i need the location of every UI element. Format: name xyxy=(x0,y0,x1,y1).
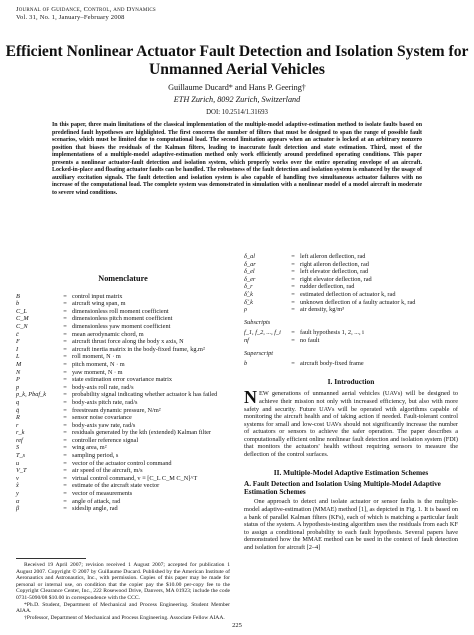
nomenclature-entry xyxy=(244,299,458,307)
nomenclature-definition: sampling period, s xyxy=(72,452,119,460)
nomenclature-symbol: δ_al xyxy=(244,253,255,260)
nomenclature-entry xyxy=(244,283,458,291)
nomenclature-definition: probability signal indicating whether actuator k has failed xyxy=(72,391,218,399)
nomenclature-symbol: p_k, Pbaf_k xyxy=(16,391,47,399)
equals-sign: = xyxy=(63,474,67,482)
nomenclature-definition: fault hypothesis 1, 2, ..., i xyxy=(300,329,364,337)
nomenclature-entry xyxy=(244,306,458,314)
nomenclature-symbol: nf xyxy=(244,336,249,344)
equals-sign: = xyxy=(63,376,67,384)
nomenclature-symbol: S xyxy=(16,444,20,452)
nomenclature-definition: freestream dynamic pressure, N/m² xyxy=(72,406,161,414)
nomenclature-entry xyxy=(16,467,230,475)
nomenclature-definition: vector of the actuator control command xyxy=(72,459,172,467)
nomenclature-symbol: p xyxy=(16,383,20,391)
nomenclature-symbol: P xyxy=(16,376,20,384)
nomenclature-entry xyxy=(244,261,458,269)
nomenclature-entry xyxy=(16,323,230,331)
equals-sign: = xyxy=(291,268,295,276)
equals-sign: = xyxy=(63,300,67,308)
equals-sign: = xyxy=(63,338,67,346)
equals-sign: = xyxy=(63,330,67,338)
nomenclature-definition: body-axis yaw rate, rad/s xyxy=(72,421,136,429)
nomenclature-definition: left elevator deflection, rad xyxy=(300,268,369,276)
nomenclature-symbol: f_1, f_2, ..., f_i xyxy=(244,329,281,337)
nomenclature-definition: residuals generated by the kth (extended) Kalman filter xyxy=(72,429,212,437)
nomenclature-symbol: I xyxy=(16,345,19,353)
equals-sign: = xyxy=(63,429,67,437)
nomenclature-definition: estimate of the aircraft state vector xyxy=(72,482,160,490)
nomenclature-definition: aircraft body-fixed frame xyxy=(300,360,364,368)
footnote-rule xyxy=(16,558,86,559)
equals-sign: = xyxy=(63,322,67,330)
nomenclature-definition: angle of attack, rad xyxy=(72,497,121,505)
equals-sign: = xyxy=(63,292,67,300)
nomenclature-heading: Nomenclature xyxy=(98,274,148,283)
nomenclature-entry xyxy=(16,490,230,498)
footnote-received: Received 19 April 2007; revision received 1 August 2007; accepted for publication 1 August 2007. Copyright © 2007 by Guillaume Ducard. Published by the American Institute of Aeronautics and Astronautics, Inc., with permission. Copies of this paper may be made for personal or internal use, on condition that the copier pay the $10.00 per-copy fee to the Copyright Clearance Center, Inc., 222 Rosewood Drive, Danvers, MA 01923; include the code 0731-5090/08 $10.00 in correspondence with the CCC. xyxy=(16,562,230,601)
equals-sign: = xyxy=(63,467,67,475)
introduction-heading: I. Introduction xyxy=(327,376,375,386)
nomenclature-symbol: T_s xyxy=(16,452,26,460)
nomenclature-symbol: v xyxy=(16,474,19,482)
right-column xyxy=(244,253,458,552)
nomenclature-list-continued xyxy=(244,253,458,314)
nomenclature-entry xyxy=(16,437,230,445)
nomenclature-symbol: V_T xyxy=(16,467,27,475)
nomenclature-entry xyxy=(16,315,230,323)
nomenclature-symbol: r_k xyxy=(16,429,25,437)
equals-sign: = xyxy=(63,459,67,467)
nomenclature-symbol: δ_el xyxy=(244,268,255,276)
equals-sign: = xyxy=(63,315,67,323)
introduction-paragraph xyxy=(244,387,458,459)
nomenclature-symbol: L xyxy=(16,353,20,361)
nomenclature-symbol: δ_r xyxy=(244,283,253,291)
equals-sign: = xyxy=(63,345,67,353)
nomenclature-definition: left aileron deflection, rad xyxy=(300,253,366,260)
nomenclature-symbol: b xyxy=(244,360,248,368)
nomenclature-definition: right aileron deflection, rad xyxy=(300,260,369,268)
equals-sign: = xyxy=(291,260,295,268)
nomenclature-symbol: M xyxy=(16,360,22,368)
nomenclature-definition: sideslip angle, rad xyxy=(72,505,118,513)
nomenclature-symbol: B xyxy=(16,292,20,300)
nomenclature-entry xyxy=(244,253,458,261)
equals-sign: = xyxy=(63,505,67,513)
nomenclature-symbol: β xyxy=(16,505,20,513)
nomenclature-entry xyxy=(244,268,458,276)
nomenclature-definition: control input matrix xyxy=(72,292,123,300)
nomenclature-definition: unknown deflection of a faulty actuator k, rad xyxy=(300,298,416,306)
nomenclature-definition: aircraft thrust force along the body x axis, N xyxy=(72,338,184,346)
nomenclature-definition: body-axis pitch rate, rad/s xyxy=(72,398,138,406)
journal-name: Journal of Guidance, Control, and Dynamics xyxy=(16,6,156,13)
equals-sign: = xyxy=(291,298,295,306)
nomenclature-definition: roll moment, N · m xyxy=(72,353,121,361)
left-column xyxy=(16,253,230,513)
nomenclature-symbol: N xyxy=(16,368,21,376)
nomenclature-symbol: C_L xyxy=(16,307,27,315)
subscripts-list xyxy=(244,329,458,344)
nomenclature-entry xyxy=(16,391,230,399)
equals-sign: = xyxy=(291,329,295,337)
nomenclature-definition: virtual control command, v ≡ [C_L C_M C_N]^T xyxy=(72,474,198,482)
equals-sign: = xyxy=(63,436,67,444)
equals-sign: = xyxy=(63,383,67,391)
equals-sign: = xyxy=(63,490,67,498)
equals-sign: = xyxy=(63,307,67,315)
paper-affiliation: ETH Zurich, 8092 Zurich, Switzerland xyxy=(173,95,301,104)
nomenclature-entry xyxy=(16,399,230,407)
nomenclature-entry xyxy=(244,360,458,368)
nomenclature-definition: rudder deflection, rad xyxy=(300,283,355,291)
equals-sign: = xyxy=(291,290,295,298)
nomenclature-symbol: δ̃_k xyxy=(244,298,253,306)
drop-cap: N xyxy=(244,387,257,408)
nomenclature-entry xyxy=(16,475,230,483)
equals-sign: = xyxy=(63,391,67,399)
nomenclature-entry xyxy=(16,361,230,369)
nomenclature-symbol: C_N xyxy=(16,322,28,330)
nomenclature-symbol: ρ xyxy=(244,306,248,314)
nomenclature-entry xyxy=(16,414,230,422)
nomenclature-definition: air density, kg/m³ xyxy=(300,306,344,314)
nomenclature-entry xyxy=(16,346,230,354)
nomenclature-entry xyxy=(16,407,230,415)
equals-sign: = xyxy=(63,398,67,406)
nomenclature-entry xyxy=(244,329,458,337)
nomenclature-definition: dimensionless roll moment coefficient xyxy=(72,307,169,315)
paper-title: Efficient Nonlinear Actuator Fault Detection and Isolation System for Unmanned Aerial Vehicles xyxy=(5,43,469,78)
paper-doi: DOI: 10.2514/1.31693 xyxy=(206,109,268,116)
section2-subheading: A. Fault Detection and Isolation Using Multiple-Model Adaptive Estimation Schemes xyxy=(244,480,441,496)
nomenclature-entry xyxy=(16,353,230,361)
equals-sign: = xyxy=(63,421,67,429)
nomenclature-symbol: δ_ar xyxy=(244,260,256,268)
nomenclature-symbol: δ_er xyxy=(244,275,256,283)
nomenclature-entry xyxy=(16,300,230,308)
nomenclature-symbol: ref xyxy=(16,436,23,444)
abstract-text: In this paper, three main limitations of the classical implementation of the multiple-model adaptive-estimation method to isolate faults based on predefined fault hypotheses are highlighted. The first concerns the number of filters that must be designed to span the range of possible fault scenarios, which must be limited due to computational load. The second limitation appears when an actuator is locked at an arbitrary nonzero position that biases the residuals of the Kalman filters, leading to inaccurate fault detection and state estimation. Third, most of the implementations of a multiple-model adaptive-estimation method only work efficiently around predefined operating conditions. This paper presents a nonlinear actuator-fault detection and isolation system, which properly works over the entire operating envelope of an aircraft. Locked-in-place and floating actuator faults can be handled. The robustness of the fault detection and isolation system is enhanced by the usage of auxiliary excitation signals. The fault detection and isolation system is also capable of handling two simultaneous actuator failures with no increase of the computational load. The complete system was demonstrated in simulation with a nonlinear model of a model aircraft in moderate to severe wind conditions. xyxy=(52,122,422,196)
nomenclature-symbol: q̄ xyxy=(16,406,20,414)
subscripts-heading: Subscripts xyxy=(244,318,271,326)
equals-sign: = xyxy=(291,275,295,283)
nomenclature-definition: mean aerodynamic chord, m xyxy=(72,330,144,338)
nomenclature-symbol: x̂ xyxy=(16,482,19,490)
footnote-author2: †Professor, Department of Mechanical and Process Engineering. Associate Fellow AIAA. xyxy=(24,614,225,621)
nomenclature-entry xyxy=(16,429,230,437)
nomenclature-definition: pitch moment, N · m xyxy=(72,360,125,368)
nomenclature-definition: body-axis roll rate, rad/s xyxy=(72,383,134,391)
introduction-text: EW generations of unmanned aerial vehicles (UAVs) will be designed to achieve their mission not only with increased efficiency, but also with more safety and security. Future UAVs will be operated with algorithms capable of monitoring the aircraft health and of taking action if needed. Fault-tolerant control systems for small and low-cost UAVs should not significantly increase the number of actuators or sensors to achieve the safer operation. The paper describes a computationally efficient online nonlinear fault detection and isolation system (FDI) that monitors the actuators' health without requiring sensors to measure the deflection of the control surfaces. xyxy=(244,390,458,459)
nomenclature-symbol: u xyxy=(16,459,20,467)
equals-sign: = xyxy=(291,360,295,368)
nomenclature-entry xyxy=(16,338,230,346)
section2-paragraph: One approach to detect and isolate actuator or sensor faults is the multiple-model adaptive-estimation (MMAE) method [1], as depicted in Fig. 1. It is based on a bank of parallel Kalman filters (KFs), each of which is matching a particular fault status of the system. A hypothesis-testing algorithm uses the residuals from each KF to assign a conditional probability to each fault hypothesis. Several papers have demonstrated how the MMAE method can be used in the context of fault detection and isolation for aircraft [2–4] xyxy=(244,498,458,551)
nomenclature-entry xyxy=(244,337,458,345)
nomenclature-definition: aircraft inertia matrix in the body-fixed frame, kg.m² xyxy=(72,345,205,353)
equals-sign: = xyxy=(291,336,295,344)
nomenclature-symbol: C_M xyxy=(16,315,29,323)
nomenclature-symbol: y xyxy=(16,490,19,498)
paper-authors: Guillaume Ducard* and Hans P. Geering† xyxy=(168,83,306,92)
equals-sign: = xyxy=(291,306,295,314)
nomenclature-definition: no fault xyxy=(300,336,320,344)
nomenclature-entry xyxy=(244,276,458,284)
superscripts-list xyxy=(244,360,458,368)
nomenclature-entry xyxy=(16,422,230,430)
nomenclature-definition: right elevator deflection, rad xyxy=(300,275,372,283)
nomenclature-symbol: δ̂_k xyxy=(244,290,253,298)
equals-sign: = xyxy=(63,482,67,490)
footnote-author1: *Ph.D. Student, Department of Mechanical and Process Engineering. Student Member AIAA. xyxy=(16,601,230,615)
equals-sign: = xyxy=(291,253,295,260)
nomenclature-definition: dimensionless yaw moment coefficient xyxy=(72,322,171,330)
nomenclature-entry xyxy=(16,369,230,377)
nomenclature-entry xyxy=(16,331,230,339)
nomenclature-symbol: c̄ xyxy=(16,330,19,338)
nomenclature-symbol: r xyxy=(16,421,19,429)
superscript-heading: Superscript xyxy=(244,349,274,357)
nomenclature-definition: estimated deflection of actuator k, rad xyxy=(300,290,396,298)
nomenclature-definition: controller reference signal xyxy=(72,436,139,444)
equals-sign: = xyxy=(63,414,67,422)
nomenclature-symbol: α xyxy=(16,497,20,505)
nomenclature-definition: vector of measurements xyxy=(72,490,133,498)
equals-sign: = xyxy=(63,406,67,414)
nomenclature-definition: aircraft wing span, m xyxy=(72,300,126,308)
footnotes xyxy=(16,558,230,621)
nomenclature-definition: air speed of the aircraft, m/s xyxy=(72,467,143,475)
nomenclature-symbol: F xyxy=(16,338,20,346)
nomenclature-symbol: R xyxy=(16,414,20,422)
nomenclature-definition: sensor noise covariance xyxy=(72,414,132,422)
equals-sign: = xyxy=(63,452,67,460)
nomenclature-entry xyxy=(16,505,230,513)
nomenclature-entry xyxy=(16,293,230,301)
page-number: 225 xyxy=(232,622,242,629)
equals-sign: = xyxy=(63,368,67,376)
nomenclature-symbol: q xyxy=(16,398,20,406)
nomenclature-entry xyxy=(16,498,230,506)
nomenclature-entry xyxy=(16,444,230,452)
nomenclature-entry xyxy=(16,452,230,460)
journal-issue: Vol. 31, No. 1, January–February 2008 xyxy=(16,14,125,21)
nomenclature-list xyxy=(16,293,230,513)
section2-heading: II. Multiple-Model Adaptive Estimation Schemes xyxy=(273,467,429,477)
nomenclature-definition: yaw moment, N · m xyxy=(72,368,123,376)
nomenclature-definition: wing area, m² xyxy=(72,444,107,452)
equals-sign: = xyxy=(63,360,67,368)
nomenclature-entry xyxy=(16,376,230,384)
equals-sign: = xyxy=(63,444,67,452)
nomenclature-definition: dimensionless pitch moment coefficient xyxy=(72,315,173,323)
nomenclature-entry xyxy=(16,308,230,316)
equals-sign: = xyxy=(63,353,67,361)
nomenclature-entry xyxy=(16,460,230,468)
nomenclature-entry xyxy=(16,482,230,490)
nomenclature-entry xyxy=(16,384,230,392)
equals-sign: = xyxy=(291,283,295,291)
nomenclature-definition: state estimation error covariance matrix xyxy=(72,376,173,384)
equals-sign: = xyxy=(63,497,67,505)
nomenclature-symbol: b xyxy=(16,300,20,308)
nomenclature-entry xyxy=(244,291,458,299)
journal-header xyxy=(16,6,156,22)
